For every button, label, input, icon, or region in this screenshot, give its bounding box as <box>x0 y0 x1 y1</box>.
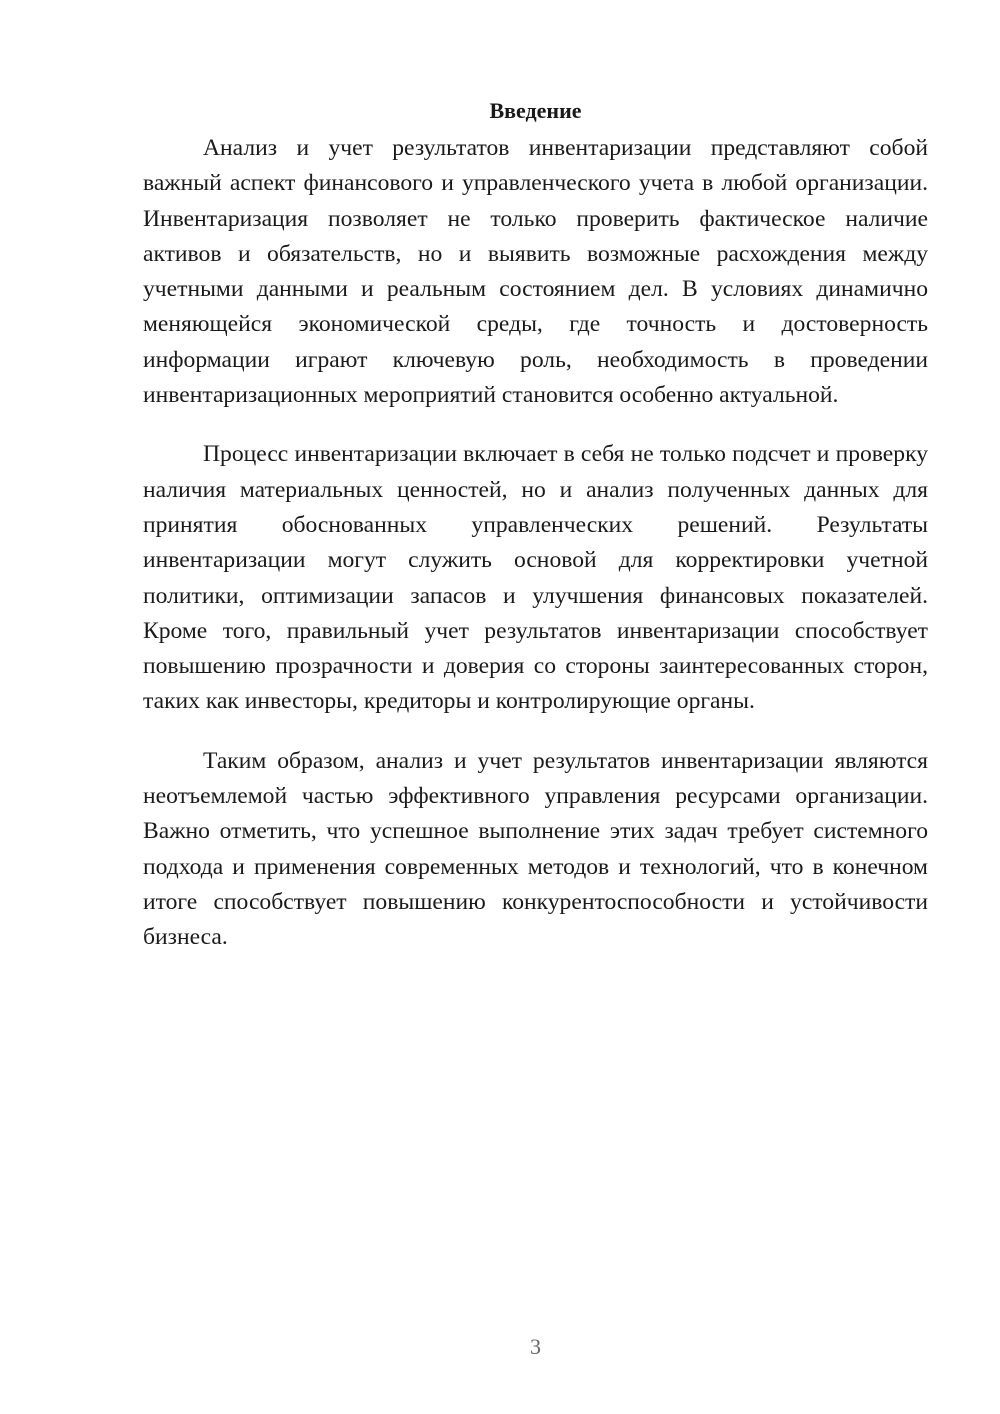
paragraph-3: Таким образом, анализ и учет результатов инвентаризации являются неотъемлемой частью эффективного управления ресурсами организации. Важно отметить, что успешное выполнение этих задач требует системного подхода и применения современных методов и технологий, что в конечном итоге способствует повышению конкурентоспособности и устойчивости бизнеса. <box>143 747 928 951</box>
section-heading: Введение <box>489 98 582 123</box>
page-number: 3 <box>530 1334 541 1359</box>
paragraph-1: Анализ и учет результатов инвентаризации представляют собой важный аспект финансового и управленческого учета в любой организации. Инвентаризация позволяет не только проверить фактическое наличие активов и обязательств, но и выявить возможные расхождения между учетными данными и реальным состоянием дел. В условиях динамично меняющейся экономической среды, где точность и достоверность информации играют ключевую роль, необходимость в проведении инвентаризационных мероприятий становится особенно актуальной. <box>143 135 928 409</box>
paragraph-2: Процесс инвентаризации включает в себя не только подсчет и проверку наличия материальных ценностей, но и анализ полученных данных для принятия обоснованных управленческих решений. Результаты инвентаризации могут служить основой для корректировки учетной политики, оптимизации запасов и улучшения финансовых показателей. Кроме того, правильный учет результатов инвентаризации способствует повышению прозрачности и доверия со стороны заинтересованных сторон, таких как инвесторы, кредиторы и контролирующие органы. <box>143 441 928 715</box>
page-content <box>143 96 928 980</box>
